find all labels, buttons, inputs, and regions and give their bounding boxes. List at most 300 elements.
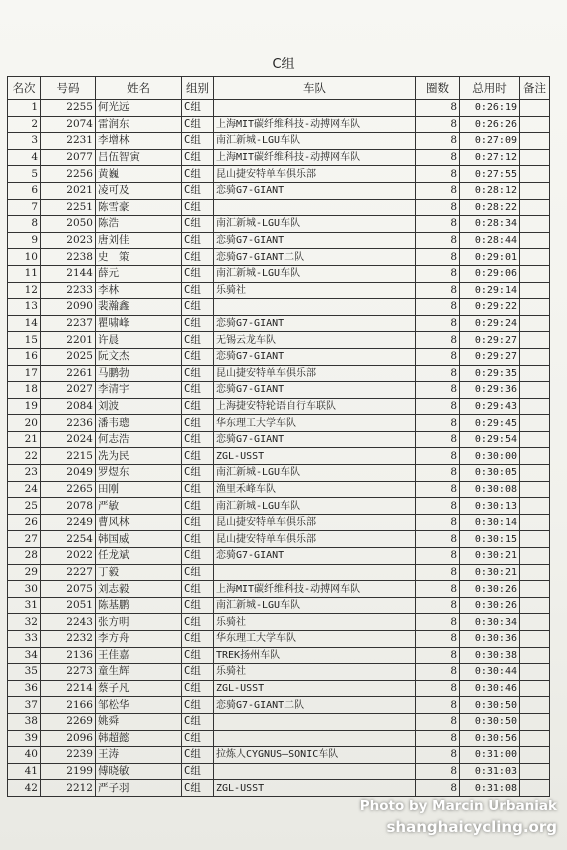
cell-number: 2232 <box>41 631 96 648</box>
cell-total-time: 0:29:22 <box>460 299 520 316</box>
cell-total-time: 0:30:38 <box>460 647 520 664</box>
cell-note <box>520 116 550 133</box>
cell-total-time: 0:31:00 <box>460 747 520 764</box>
cell-group: C组 <box>182 365 214 382</box>
cell-name: 刘波 <box>96 398 182 415</box>
cell-team <box>214 763 416 780</box>
cell-rank: 30 <box>8 581 41 598</box>
cell-number: 2090 <box>41 299 96 316</box>
cell-group: C组 <box>182 531 214 548</box>
cell-total-time: 0:30:56 <box>460 730 520 747</box>
cell-name: 吕伍智寅 <box>96 149 182 166</box>
cell-laps: 8 <box>416 465 460 482</box>
cell-team: 恋骑G7-GIANT二队 <box>214 249 416 266</box>
cell-total-time: 0:29:45 <box>460 415 520 432</box>
cell-laps: 8 <box>416 299 460 316</box>
photo-credit: Photo by Marcin Urbaniak <box>359 798 557 814</box>
cell-total-time: 0:30:14 <box>460 514 520 531</box>
cell-name: 何光远 <box>96 100 182 117</box>
cell-number: 2251 <box>41 199 96 216</box>
cell-group: C组 <box>182 680 214 697</box>
cell-rank: 18 <box>8 382 41 399</box>
cell-laps: 8 <box>416 232 460 249</box>
table-row <box>8 116 550 133</box>
cell-group: C组 <box>182 763 214 780</box>
cell-laps: 8 <box>416 133 460 150</box>
cell-laps: 8 <box>416 697 460 714</box>
cell-number: 2024 <box>41 431 96 448</box>
table-row <box>8 232 550 249</box>
cell-laps: 8 <box>416 448 460 465</box>
table-row <box>8 100 550 117</box>
cell-name: 邹松华 <box>96 697 182 714</box>
cell-note <box>520 249 550 266</box>
cell-group: C组 <box>182 116 214 133</box>
cell-laps: 8 <box>416 780 460 797</box>
cell-number: 2078 <box>41 498 96 515</box>
cell-laps: 8 <box>416 631 460 648</box>
cell-team <box>214 730 416 747</box>
table-row <box>8 182 550 199</box>
cell-total-time: 0:29:06 <box>460 265 520 282</box>
cell-group: C组 <box>182 299 214 316</box>
cell-number: 2255 <box>41 100 96 117</box>
table-row <box>8 149 550 166</box>
cell-name: 严子羽 <box>96 780 182 797</box>
cell-number: 2254 <box>41 531 96 548</box>
cell-number: 2096 <box>41 730 96 747</box>
cell-total-time: 0:30:50 <box>460 713 520 730</box>
cell-total-time: 0:29:43 <box>460 398 520 415</box>
cell-note <box>520 332 550 349</box>
cell-name: 陈基鹏 <box>96 597 182 614</box>
cell-note <box>520 431 550 448</box>
cell-laps: 8 <box>416 564 460 581</box>
cell-laps: 8 <box>416 763 460 780</box>
cell-rank: 7 <box>8 199 41 216</box>
cell-note <box>520 199 550 216</box>
cell-total-time: 0:30:26 <box>460 597 520 614</box>
cell-note <box>520 216 550 233</box>
cell-group: C组 <box>182 265 214 282</box>
cell-team: 乐骑社 <box>214 282 416 299</box>
results-table <box>7 76 550 797</box>
cell-note <box>520 763 550 780</box>
table-row <box>8 514 550 531</box>
cell-name: 韩超懿 <box>96 730 182 747</box>
cell-group: C组 <box>182 631 214 648</box>
header-laps: 圈数 <box>416 77 460 100</box>
cell-rank: 4 <box>8 149 41 166</box>
cell-name: 雷润东 <box>96 116 182 133</box>
cell-note <box>520 780 550 797</box>
table-row <box>8 747 550 764</box>
cell-number: 2074 <box>41 116 96 133</box>
table-row <box>8 498 550 515</box>
cell-team: 恋骑G7-GIANT <box>214 548 416 565</box>
cell-rank: 27 <box>8 531 41 548</box>
cell-laps: 8 <box>416 216 460 233</box>
cell-number: 2084 <box>41 398 96 415</box>
cell-total-time: 0:26:19 <box>460 100 520 117</box>
table-row <box>8 713 550 730</box>
cell-note <box>520 564 550 581</box>
cell-name: 冼为民 <box>96 448 182 465</box>
cell-team: 上海捷安特轮语自行车联队 <box>214 398 416 415</box>
cell-rank: 31 <box>8 597 41 614</box>
cell-laps: 8 <box>416 100 460 117</box>
cell-total-time: 0:30:46 <box>460 680 520 697</box>
cell-rank: 13 <box>8 299 41 316</box>
cell-rank: 42 <box>8 780 41 797</box>
table-body <box>8 100 550 797</box>
cell-number: 2212 <box>41 780 96 797</box>
cell-note <box>520 315 550 332</box>
cell-number: 2021 <box>41 182 96 199</box>
cell-rank: 39 <box>8 730 41 747</box>
table-row <box>8 299 550 316</box>
cell-laps: 8 <box>416 498 460 515</box>
cell-group: C组 <box>182 382 214 399</box>
cell-group: C组 <box>182 166 214 183</box>
cell-rank: 10 <box>8 249 41 266</box>
cell-rank: 37 <box>8 697 41 714</box>
cell-name: 凌可及 <box>96 182 182 199</box>
cell-total-time: 0:28:34 <box>460 216 520 233</box>
cell-number: 2215 <box>41 448 96 465</box>
cell-note <box>520 299 550 316</box>
cell-rank: 35 <box>8 664 41 681</box>
table-header-row <box>8 77 550 100</box>
cell-name: 李方舟 <box>96 631 182 648</box>
cell-rank: 28 <box>8 548 41 565</box>
cell-rank: 34 <box>8 647 41 664</box>
cell-number: 2166 <box>41 697 96 714</box>
cell-total-time: 0:27:09 <box>460 133 520 150</box>
cell-number: 2049 <box>41 465 96 482</box>
cell-team: 南汇新城-LGU车队 <box>214 465 416 482</box>
header-name: 姓名 <box>96 77 182 100</box>
cell-number: 2239 <box>41 747 96 764</box>
cell-team: 南汇新城-LGU车队 <box>214 216 416 233</box>
cell-number: 2269 <box>41 713 96 730</box>
cell-name: 唐刘佳 <box>96 232 182 249</box>
cell-laps: 8 <box>416 199 460 216</box>
table-row <box>8 415 550 432</box>
cell-team <box>214 564 416 581</box>
cell-group: C组 <box>182 216 214 233</box>
cell-number: 2025 <box>41 348 96 365</box>
cell-group: C组 <box>182 581 214 598</box>
cell-group: C组 <box>182 697 214 714</box>
cell-name: 李林 <box>96 282 182 299</box>
header-number: 号码 <box>41 77 96 100</box>
cell-name: 曹风林 <box>96 514 182 531</box>
table-row <box>8 382 550 399</box>
cell-name: 陈浩 <box>96 216 182 233</box>
cell-rank: 20 <box>8 415 41 432</box>
cell-laps: 8 <box>416 249 460 266</box>
cell-rank: 25 <box>8 498 41 515</box>
cell-total-time: 0:30:36 <box>460 631 520 648</box>
cell-number: 2273 <box>41 664 96 681</box>
table-row <box>8 348 550 365</box>
table-row <box>8 597 550 614</box>
cell-note <box>520 747 550 764</box>
cell-total-time: 0:30:44 <box>460 664 520 681</box>
table-row <box>8 780 550 797</box>
cell-note <box>520 448 550 465</box>
table-row <box>8 398 550 415</box>
cell-total-time: 0:30:00 <box>460 448 520 465</box>
cell-team: 上海MIT碳纤维科技-动搏网车队 <box>214 116 416 133</box>
watermark-site: shanghaicycling.org <box>386 818 557 836</box>
cell-team <box>214 199 416 216</box>
cell-group: C组 <box>182 431 214 448</box>
cell-note <box>520 548 550 565</box>
cell-name: 蔡子凡 <box>96 680 182 697</box>
cell-group: C组 <box>182 249 214 266</box>
cell-name: 严敏 <box>96 498 182 515</box>
cell-note <box>520 481 550 498</box>
cell-laps: 8 <box>416 116 460 133</box>
cell-rank: 3 <box>8 133 41 150</box>
cell-note <box>520 680 550 697</box>
cell-note <box>520 498 550 515</box>
cell-group: C组 <box>182 548 214 565</box>
cell-number: 2201 <box>41 332 96 349</box>
cell-total-time: 0:29:24 <box>460 315 520 332</box>
cell-laps: 8 <box>416 730 460 747</box>
cell-rank: 15 <box>8 332 41 349</box>
table-row <box>8 365 550 382</box>
cell-number: 2022 <box>41 548 96 565</box>
header-rank: 名次 <box>8 77 41 100</box>
cell-rank: 29 <box>8 564 41 581</box>
cell-total-time: 0:31:08 <box>460 780 520 797</box>
cell-group: C组 <box>182 713 214 730</box>
cell-team: 拉炼人CYGNUS—SONIC车队 <box>214 747 416 764</box>
cell-laps: 8 <box>416 149 460 166</box>
cell-team <box>214 299 416 316</box>
cell-rank: 14 <box>8 315 41 332</box>
cell-note <box>520 730 550 747</box>
cell-group: C组 <box>182 564 214 581</box>
cell-note <box>520 514 550 531</box>
cell-total-time: 0:29:35 <box>460 365 520 382</box>
cell-team: 昆山捷安特单车俱乐部 <box>214 531 416 548</box>
cell-team: 昆山捷安特单车俱乐部 <box>214 365 416 382</box>
cell-rank: 24 <box>8 481 41 498</box>
cell-team: 昆山捷安特单车俱乐部 <box>214 514 416 531</box>
cell-number: 2265 <box>41 481 96 498</box>
cell-name: 傅晓敏 <box>96 763 182 780</box>
cell-total-time: 0:30:21 <box>460 564 520 581</box>
table-row <box>8 548 550 565</box>
cell-note <box>520 531 550 548</box>
cell-group: C组 <box>182 780 214 797</box>
cell-number: 2023 <box>41 232 96 249</box>
cell-total-time: 0:29:54 <box>460 431 520 448</box>
cell-total-time: 0:29:14 <box>460 282 520 299</box>
cell-group: C组 <box>182 282 214 299</box>
table-row <box>8 614 550 631</box>
cell-number: 2144 <box>41 265 96 282</box>
cell-name: 王涛 <box>96 747 182 764</box>
cell-number: 2231 <box>41 133 96 150</box>
page-title: C组 <box>272 57 295 72</box>
cell-total-time: 0:27:12 <box>460 149 520 166</box>
cell-note <box>520 232 550 249</box>
cell-laps: 8 <box>416 265 460 282</box>
cell-group: C组 <box>182 232 214 249</box>
cell-note <box>520 647 550 664</box>
cell-total-time: 0:30:50 <box>460 697 520 714</box>
cell-group: C组 <box>182 182 214 199</box>
cell-laps: 8 <box>416 647 460 664</box>
cell-number: 2261 <box>41 365 96 382</box>
cell-total-time: 0:31:03 <box>460 763 520 780</box>
cell-note <box>520 614 550 631</box>
cell-note <box>520 415 550 432</box>
cell-name: 黄巍 <box>96 166 182 183</box>
cell-group: C组 <box>182 133 214 150</box>
table-row <box>8 199 550 216</box>
cell-group: C组 <box>182 514 214 531</box>
table-row <box>8 664 550 681</box>
cell-team: 恋骑G7-GIANT <box>214 382 416 399</box>
cell-team: 华东理工大学车队 <box>214 415 416 432</box>
cell-laps: 8 <box>416 664 460 681</box>
cell-number: 2027 <box>41 382 96 399</box>
cell-number: 2136 <box>41 647 96 664</box>
cell-number: 2256 <box>41 166 96 183</box>
cell-number: 2050 <box>41 216 96 233</box>
table-row <box>8 315 550 332</box>
cell-total-time: 0:27:55 <box>460 166 520 183</box>
cell-note <box>520 265 550 282</box>
cell-rank: 19 <box>8 398 41 415</box>
cell-note <box>520 465 550 482</box>
cell-laps: 8 <box>416 431 460 448</box>
cell-name: 何志浩 <box>96 431 182 448</box>
cell-name: 刘志毅 <box>96 581 182 598</box>
cell-laps: 8 <box>416 348 460 365</box>
cell-team: 恋骑G7-GIANT <box>214 348 416 365</box>
table-row <box>8 730 550 747</box>
table-row <box>8 564 550 581</box>
cell-number: 2214 <box>41 680 96 697</box>
cell-total-time: 0:30:08 <box>460 481 520 498</box>
cell-group: C组 <box>182 415 214 432</box>
cell-name: 李增林 <box>96 133 182 150</box>
cell-group: C组 <box>182 481 214 498</box>
cell-name: 王佳嘉 <box>96 647 182 664</box>
cell-rank: 21 <box>8 431 41 448</box>
cell-team: 渔里禾峰车队 <box>214 481 416 498</box>
cell-team: ZGL-USST <box>214 448 416 465</box>
cell-group: C组 <box>182 100 214 117</box>
cell-total-time: 0:30:34 <box>460 614 520 631</box>
cell-name: 潘韦璁 <box>96 415 182 432</box>
cell-laps: 8 <box>416 382 460 399</box>
cell-team: 无锡云龙车队 <box>214 332 416 349</box>
cell-group: C组 <box>182 498 214 515</box>
cell-team: ZGL-USST <box>214 780 416 797</box>
table-row <box>8 697 550 714</box>
cell-laps: 8 <box>416 365 460 382</box>
cell-team: 乐骑社 <box>214 664 416 681</box>
table-row <box>8 431 550 448</box>
cell-total-time: 0:30:05 <box>460 465 520 482</box>
cell-group: C组 <box>182 647 214 664</box>
cell-name: 任龙斌 <box>96 548 182 565</box>
cell-rank: 23 <box>8 465 41 482</box>
cell-rank: 41 <box>8 763 41 780</box>
cell-rank: 40 <box>8 747 41 764</box>
cell-name: 张方明 <box>96 614 182 631</box>
cell-group: C组 <box>182 747 214 764</box>
cell-note <box>520 133 550 150</box>
cell-team: 恋骑G7-GIANT <box>214 182 416 199</box>
cell-laps: 8 <box>416 166 460 183</box>
cell-group: C组 <box>182 332 214 349</box>
cell-note <box>520 182 550 199</box>
cell-name: 瞿啸峰 <box>96 315 182 332</box>
cell-laps: 8 <box>416 282 460 299</box>
cell-team: 恋骑G7-GIANT <box>214 315 416 332</box>
cell-group: C组 <box>182 664 214 681</box>
cell-group: C组 <box>182 398 214 415</box>
cell-total-time: 0:30:15 <box>460 531 520 548</box>
cell-name: 姚舜 <box>96 713 182 730</box>
cell-team <box>214 100 416 117</box>
cell-laps: 8 <box>416 680 460 697</box>
cell-name: 史 策 <box>96 249 182 266</box>
cell-name: 裴瀚鑫 <box>96 299 182 316</box>
cell-laps: 8 <box>416 597 460 614</box>
cell-team: 昆山捷安特单车俱乐部 <box>214 166 416 183</box>
header-team: 车队 <box>214 77 416 100</box>
table-row <box>8 216 550 233</box>
cell-laps: 8 <box>416 713 460 730</box>
header-group: 组别 <box>182 77 214 100</box>
cell-note <box>520 382 550 399</box>
cell-rank: 16 <box>8 348 41 365</box>
header-note: 备注 <box>520 77 550 100</box>
header-total-time: 总用时 <box>460 77 520 100</box>
cell-total-time: 0:29:36 <box>460 382 520 399</box>
cell-note <box>520 365 550 382</box>
cell-group: C组 <box>182 448 214 465</box>
cell-team: 恋骑G7-GIANT <box>214 431 416 448</box>
cell-team: TREK扬州车队 <box>214 647 416 664</box>
cell-name: 马鹏勃 <box>96 365 182 382</box>
cell-laps: 8 <box>416 415 460 432</box>
cell-name: 陈雪豪 <box>96 199 182 216</box>
cell-rank: 9 <box>8 232 41 249</box>
cell-total-time: 0:28:44 <box>460 232 520 249</box>
cell-name: 丁毅 <box>96 564 182 581</box>
table-row <box>8 166 550 183</box>
cell-number: 2243 <box>41 614 96 631</box>
cell-total-time: 0:29:27 <box>460 348 520 365</box>
cell-total-time: 0:28:12 <box>460 182 520 199</box>
cell-number: 2249 <box>41 514 96 531</box>
cell-number: 2199 <box>41 763 96 780</box>
cell-rank: 2 <box>8 116 41 133</box>
cell-team: ZGL-USST <box>214 680 416 697</box>
